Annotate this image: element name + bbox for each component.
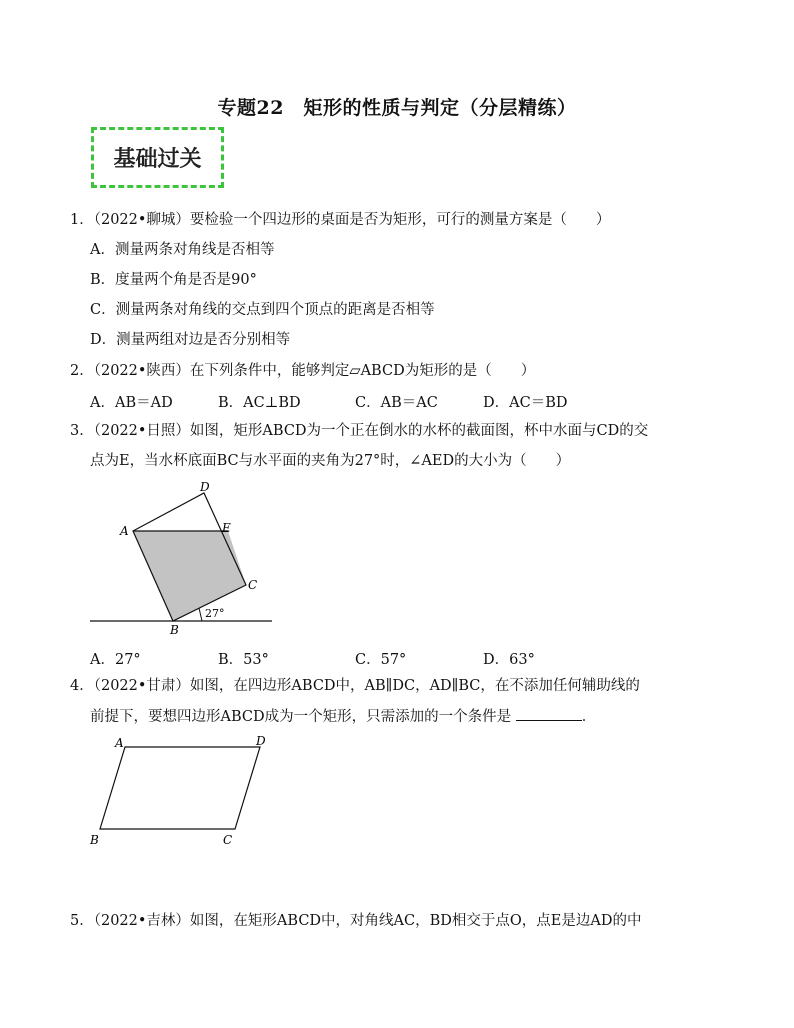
question-4-figure bbox=[85, 733, 280, 853]
answer-blank[interactable] bbox=[516, 706, 582, 721]
label-c: C bbox=[248, 578, 258, 592]
question-3-option-d: D．63° bbox=[483, 652, 535, 668]
question-2-option-c: C．AB＝AC bbox=[355, 395, 438, 411]
label-e: E bbox=[222, 521, 231, 535]
question-5-stem: 5．（2022•吉林）如图，在矩形ABCD中，对角线AC，BD相交于点O，点E是边AD的中 bbox=[70, 913, 642, 929]
label-a: A bbox=[120, 524, 129, 538]
question-3-figure bbox=[80, 475, 290, 640]
parallelogram bbox=[100, 747, 260, 829]
question-1-option-d: D．测量两组对边是否分别相等 bbox=[90, 332, 291, 348]
water-region bbox=[133, 531, 246, 621]
question-3-option-c: C．57° bbox=[355, 652, 407, 668]
label-angle: 27° bbox=[205, 607, 225, 620]
label-a: A bbox=[115, 736, 124, 750]
label-b: B bbox=[90, 833, 99, 847]
question-2-option-d: D．AC＝BD bbox=[483, 395, 568, 411]
question-1-stem: 1．（2022•聊城）要检验一个四边形的桌面是否为矩形，可行的测量方案是（ ） bbox=[70, 212, 611, 228]
label-c: C bbox=[223, 833, 233, 847]
angle-mark bbox=[199, 608, 202, 621]
question-1-option-b: B．度量两个角是否是90° bbox=[90, 272, 257, 288]
section-badge-label: 基础过关 bbox=[113, 147, 202, 172]
question-3-stem-line-1: 3．（2022•日照）如图，矩形ABCD为一个正在倒水的水杯的截面图，杯中水面与CD的交 bbox=[70, 423, 649, 439]
page-title: 专题22 矩形的性质与判定（分层精练） bbox=[217, 97, 577, 119]
label-b: B bbox=[170, 623, 179, 637]
question-2-stem: 2．（2022•陕西）在下列条件中，能够判定▱ABCD为矩形的是（ ） bbox=[70, 363, 536, 379]
question-3-option-b: B．53° bbox=[218, 652, 269, 668]
question-4-stem-text: 前提下，要想四边形ABCD成为一个矩形，只需添加的一个条件是 bbox=[90, 709, 512, 725]
question-3-stem-line-2: 点为E，当水杯底面BC与水平面的夹角为27°时，∠AED的大小为（ ） bbox=[90, 453, 571, 469]
label-d: D bbox=[256, 734, 266, 748]
question-3-option-a: A．27° bbox=[90, 652, 141, 668]
question-2-option-a: A．AB＝AD bbox=[90, 395, 173, 411]
question-4-stem-line-1: 4．（2022•甘肃）如图，在四边形ABCD中，AB∥DC，AD∥BC，在不添加任何辅助线的 bbox=[70, 678, 640, 694]
question-4-stem-end: ． bbox=[581, 709, 597, 725]
question-4-stem-line-2 bbox=[90, 706, 596, 727]
question-2-option-b: B．AC⊥BD bbox=[218, 395, 301, 411]
question-1-option-a: A．测量两条对角线是否相等 bbox=[90, 242, 275, 258]
section-badge bbox=[91, 127, 224, 188]
question-1-option-c: C．测量两条对角线的交点到四个顶点的距离是否相等 bbox=[90, 302, 435, 318]
label-d: D bbox=[200, 480, 210, 494]
